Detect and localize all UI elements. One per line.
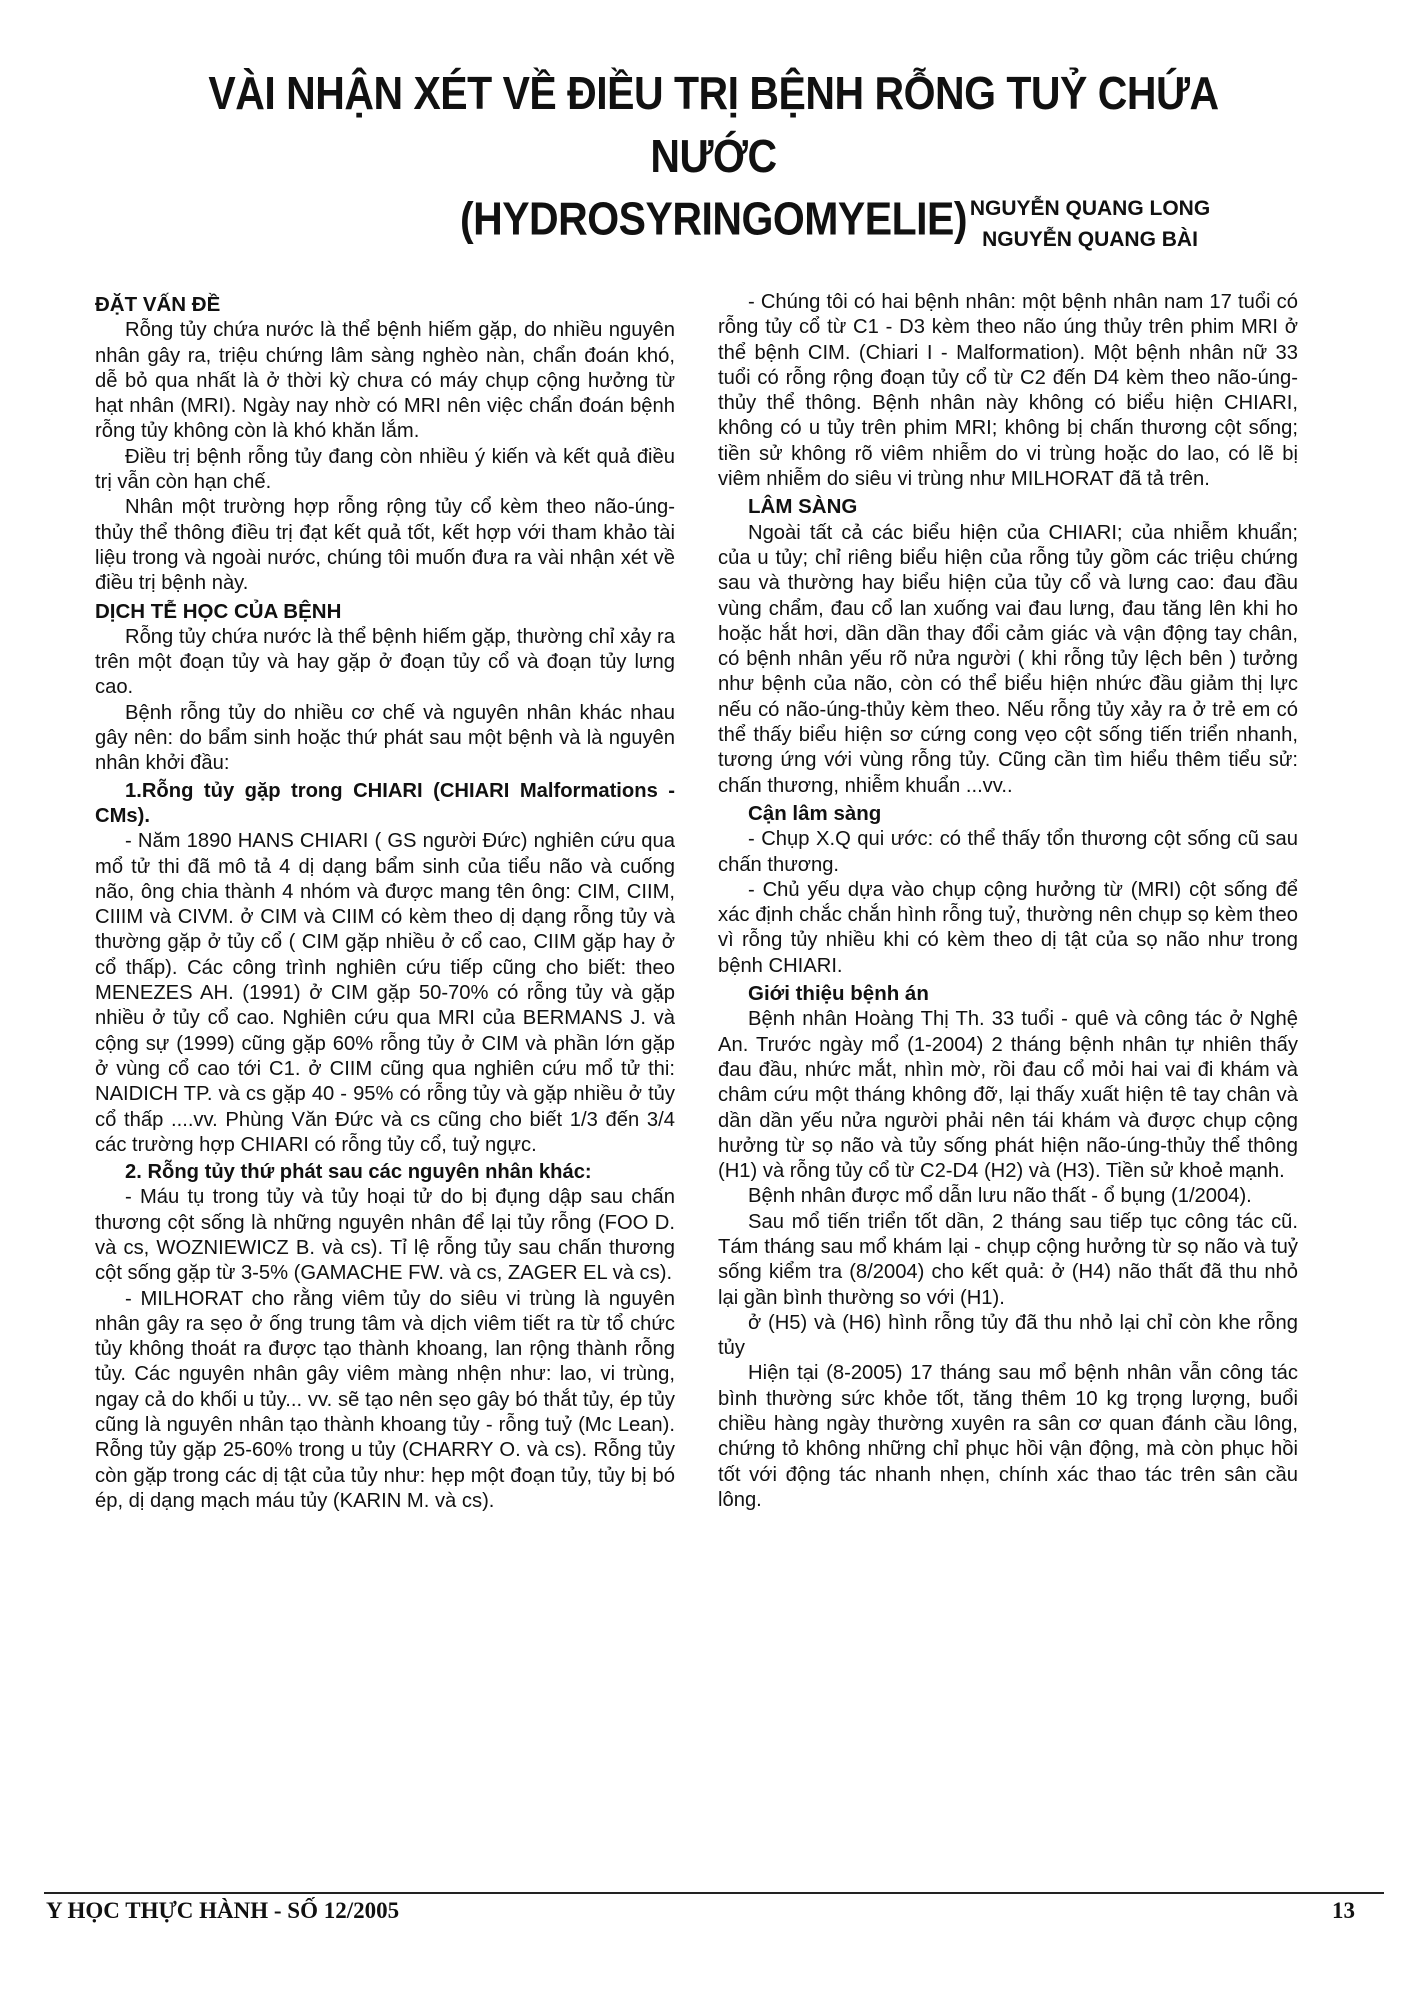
- paragraph: - Năm 1890 HANS CHIARI ( GS người Đức) nghiên cứu qua mổ tử thi đã mô tả 4 dị dạng bẩm sinh của tiểu não và cuống não, ông chia thành 4 nhóm và được mang tên ông: CIM, CIIM, CIIIM và CIVM. ở CIM và CIIM có kèm theo dị dạng rỗng tủy và thường gặp ở tủy cổ ( CIM gặp nhiều ở cổ cao, CIIM gặp hay ở cổ thấp). Các công trình nghiên cứu tiếp cũng cho biết: theo MENEZES AH. (1991) ở CIM gặp 50-70% có rỗng tủy và gặp nhiều ở tủy cổ cao. Nghiên cứu qua MRI của BERMANS J. và cộng sự (1999) cũng gặp 60% rỗng tủy ở CIM và phần lớn gặp ở vùng cổ cao tới C1. ở CIIM cũng qua nghiên cứu mổ tử thi: NAIDICH TP. và cs gặp 40 - 95% có rỗng tủy và gặp nhiều ở tủy cổ thấp ....vv. Phùng Văn Đức và cs cũng cho biết 1/3 đến 3/4 các trường hợp CHIARI có rỗng tủy cổ, tuỷ ngực.: [95, 830, 675, 1156]
- author-2: NGUYỄN QUANG BÀI: [982, 228, 1198, 251]
- heading-lam-sang: LÂM SÀNG: [748, 495, 858, 519]
- paragraph: - Chụp X.Q qui ước: có thể thấy tổn thương cột sống cũ sau chấn thương.: [718, 828, 1298, 876]
- paragraph: Sau mổ tiến triển tốt dần, 2 tháng sau tiếp tục công tác cũ. Tám tháng sau mổ khám lại - chụp cộng hưởng từ sọ não và tuỷ sống kiểm tra (8/2004) cho kết quả: ở (H4) não thất đã thu nhỏ lại gần bình thường so với (H1).: [718, 1210, 1298, 1309]
- paragraph: Hiện tại (8-2005) 17 tháng sau mổ bệnh nhân vẫn công tác bình thường sức khỏe tốt, tăng thêm 10 kg trọng lượng, buổi chiều hàng ngày thường xuyên ra sân cơ quan đánh cầu lông, chứng tỏ không những chỉ phục hồi vận động, mà còn phục hồi tốt với động tác nhanh nhẹn, chính xác thao tác trên sân cầu lông.: [718, 1362, 1298, 1511]
- paragraph: Ngoài tất cả các biểu hiện của CHIARI; của nhiễm khuẩn; của u tủy; chỉ riêng biểu hiện của rỗng tủy gồm các triệu chứng sau và thường hay biểu hiện của tủy cổ và lưng cao: đau đầu vùng chẩm, đau cổ lan xuống vai đau lưng, đau tăng lên khi ho hoặc hắt hơi, dần dần thay đổi cảm giác và vận động tay chân, có bệnh nhân yếu rõ nửa người ( khi rỗng tủy lệch bên ) tưởng như bệnh của não, còn có thể biểu hiện nhức đầu giảm thị lực nếu có não-úng-thủy kèm theo. Nếu rỗng tủy xảy ra ở trẻ em có thể thấy biểu hiện sơ cứng cong vẹo cột sống tiến triển nhanh, tương ứng với vùng rỗng tủy. Cũng cần tìm hiểu thêm tiểu sử: chấn thương, nhiễm khuẩn ...vv..: [718, 521, 1298, 797]
- journal-name: Y HỌC THỰC HÀNH - SỐ 12/2005: [46, 1898, 400, 1923]
- paragraph: Bệnh nhân Hoàng Thị Th. 33 tuổi - quê và công tác ở Nghệ An. Trước ngày mổ (1-2004) 2 tháng bệnh nhân tự nhiên thấy đau đầu, nhức mắt, nhìn mờ, rồi đau cổ mỏi hai vai đi khám và châm cứu một tháng không đỡ, lại thấy xuất hiện tê tay chân và dần dần yếu nửa người phải nên tái khám và được chụp cộng hưởng từ sọ não và tủy sống phát hiện não-úng-thủy thể thông (H1) và rỗng tủy cổ từ C2-D4 (H2) và (H3). Tiền sử khoẻ mạnh.: [718, 1008, 1298, 1183]
- footer-rule: [44, 1892, 1384, 1894]
- paragraph: Nhân một trường hợp rỗng rộng tủy cổ kèm theo não-úng-thủy thể thông điều trị đạt kết quả tốt, kết hợp với tham khảo tài liệu trong và ngoài nước, chúng tôi muốn đưa ra vài nhận xét về điều trị bệnh này.: [95, 496, 675, 595]
- paragraph: Bệnh rỗng tủy do nhiều cơ chế và nguyên nhân khác nhau gây nên: do bẩm sinh hoặc thứ phát sau một bệnh và là nguyên nhân khởi đầu:: [95, 701, 675, 775]
- heading-dat-van-de: ĐẶT VẤN ĐỀ: [95, 293, 221, 316]
- paragraph: Điều trị bệnh rỗng tủy đang còn nhiều ý kiến và kết quả điều trị vẫn còn hạn chế.: [95, 445, 675, 494]
- author-list: [870, 193, 1310, 255]
- paragraph: - MILHORAT cho rằng viêm tủy do siêu vi trùng là nguyên nhân gây ra sẹo ở ống trung tâm và dịch viêm tiết ra từ tổ chức tủy không thoát ra được tạo thành khoang, lan rộng thành rỗng tủy. Các nguyên nhân gây viêm màng nhện như: lao, vi trùng, ngay cả do khối u tủy... vv. sẽ tạo nên sẹo gây bó thắt tủy, ép tủy cũng là nguyên nhân tạo thành khoang tủy - rỗng tuỷ (Mc Lean). Rỗng tủy gặp 25-60% trong u tủy (CHARRY O. và cs). Rỗng tủy còn gặp trong các dị tật của tủy như: hẹp một đoạn tủy, tủy bị bó ép, dị dạng mạch máu tủy (KARIN M. và cs).: [95, 1287, 675, 1512]
- paragraph: - Máu tụ trong tủy và tủy hoại tử do bị đụng dập sau chấn thương cột sống là những nguyên nhân để lại tủy rỗng (FOO D. và cs, WOZNIEWICZ B. và cs). Tỉ lệ rỗng tủy sau chấn thương cột sống gặp từ 3-5% (GAMACHE FW. và cs, ZAGER EL và cs).: [95, 1186, 675, 1285]
- heading-chiari: 1.Rỗng tủy gặp trong CHIARI (CHIARI Malformations - CMs).: [95, 779, 675, 827]
- author-1: NGUYỄN QUANG LONG: [969, 197, 1211, 220]
- paragraph: Bệnh nhân được mổ dẫn lưu não thất - ổ bụng (1/2004).: [748, 1185, 1252, 1208]
- right-column: [718, 290, 1298, 1513]
- paragraph: - Chúng tôi có hai bệnh nhân: một bệnh nhân nam 17 tuổi có rỗng tủy cổ từ C1 - D3 kèm theo não úng thủy trên phim MRI ở thể bệnh CIM. (Chiari I - Malformation). Một bệnh nhân nữ 33 tuổi có rỗng rộng đoạn tủy cổ từ C2 đến D4 kèm theo não-úng-thủy thể thông. Bệnh nhân này không có biểu hiện CHIARI, không có u tủy trên phim MRI; không bị chấn thương cột sống; tiền sử không rõ viêm nhiễm do vi trùng hoặc do lao, có lẽ bị viêm nhiễm do siêu vi trùng như MILHORAT đã tả trên.: [718, 291, 1298, 491]
- title-line-2: (HYDROSYRINGOMYELIE): [459, 193, 968, 245]
- heading-can-lam-sang: Cận lâm sàng: [748, 801, 882, 825]
- heading-gioi-thieu-benh-an: Giới thiệu bệnh án: [748, 982, 929, 1006]
- left-column: [95, 290, 675, 1514]
- page-number: 13: [1332, 1898, 1355, 1923]
- title-line-1: VÀI NHẬN XÉT VỀ ĐIỀU TRỊ BỆNH RỖNG TUỶ CHỨA NƯỚC: [208, 67, 1219, 182]
- paragraph: Rỗng tủy chứa nước là thể bệnh hiếm gặp, do nhiều nguyên nhân gây ra, triệu chứng lâm sàng nghèo nàn, chẩn đoán khó, dễ bỏ qua nhất là ở thời kỳ chưa có máy chụp cộng hưởng từ hạt nhân (MRI). Ngày nay nhờ có MRI nên việc chẩn đoán bệnh rỗng tủy không còn là khó khăn lắm.: [95, 319, 675, 443]
- paragraph: Rỗng tủy chứa nước là thể bệnh hiếm gặp, thường chỉ xảy ra trên một đoạn tủy và hay gặp ở đoạn tủy cổ và đoạn tủy lưng cao.: [95, 625, 675, 699]
- paragraph: ở (H5) và (H6) hình rỗng tủy đã thu nhỏ lại chỉ còn khe rỗng tủy: [718, 1311, 1298, 1360]
- heading-dich-te-hoc: DỊCH TỄ HỌC CỦA BỆNH: [95, 599, 342, 623]
- heading-thu-phat: 2. Rỗng tủy thứ phát sau các nguyên nhân khác:: [125, 1161, 592, 1184]
- paragraph: - Chủ yếu dựa vào chụp cộng hưởng từ (MRI) cột sống để xác định chắc chắn hình rỗng tuỷ, thường nên chụp sọ kèm theo vì rỗng tủy nhiều khi có kèm theo dị tật của sọ não như trong bệnh CHIARI.: [718, 878, 1298, 977]
